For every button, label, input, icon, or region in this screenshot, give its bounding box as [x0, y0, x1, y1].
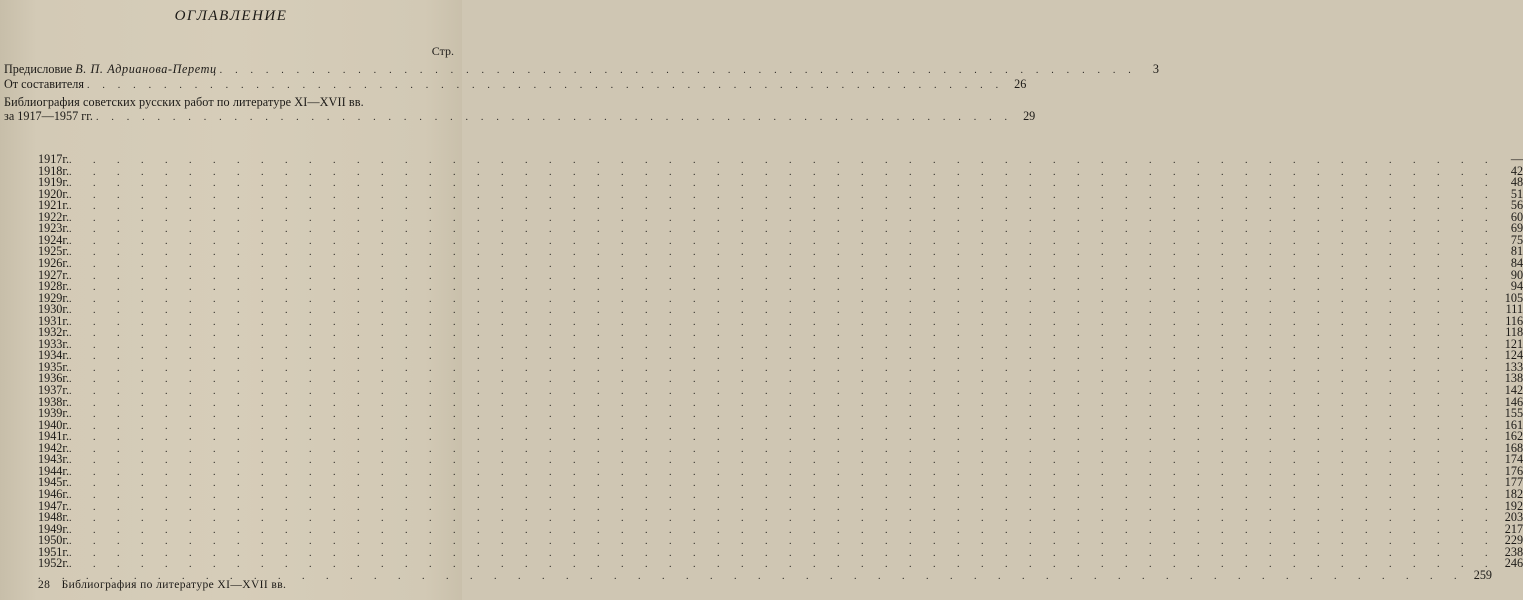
year-label: 1917: [38, 152, 63, 166]
year-suffix: г.: [62, 279, 70, 294]
leader-dots: . . . . . . . . . . . . . . . . . . . . . . . . . . . . . . . . . . . . . . . . . . . . . . . . . . . . . . . . . . . .: [38, 570, 1466, 582]
year-suffix: г.: [62, 313, 70, 328]
year-page: 238: [1504, 544, 1523, 559]
year-label: 1921: [38, 198, 63, 213]
year-page: 229: [1504, 533, 1523, 548]
leader-dots: . . . . . . . . . . . . . . . . . . . . . . . . . . . . . . . . . . . . . . . . . . . . . . . . . . . . . . . . . . . .: [69, 282, 1498, 294]
leader-dots: . . . . . . . . . . . . . . . . . . . . . . . . . . . . . . . . . . . . . . . . . . . . . . . . . . . . . . . . . . . .: [69, 559, 1498, 571]
year-suffix: г.: [62, 348, 70, 363]
leader-dots: . . . . . . . . . . . . . . . . . . . . . . . . . . . . . . . . . . . . . . . . . . . . . . . . . . . . . . . . . . . .: [69, 409, 1498, 421]
year-suffix: г.: [62, 475, 70, 490]
year-label: 1933: [38, 336, 63, 351]
toc-entry-author: В. П. Адрианова-Перетц: [75, 62, 217, 76]
year-label: 1943: [38, 452, 63, 467]
year-suffix: г.: [62, 186, 70, 201]
year-label: 1952: [38, 556, 63, 571]
leader-dots: . . . . . . . . . . . . . . . . . . . . . . . . . . . . . . . . . . . . . . . . . . . . . . . . . . . . . . . . . . . .: [69, 270, 1498, 282]
year-label: 1932: [38, 325, 63, 340]
year-label: 1950: [38, 533, 63, 548]
year-label: 1940: [38, 417, 63, 432]
year-suffix: г.: [62, 440, 70, 455]
year-suffix: г.: [62, 383, 70, 397]
year-label: 1947: [38, 498, 63, 513]
leader-dots: . . . . . . . . . . . . . . . . . . . . . . . . . . . . . . . . . . . . . . . . . . . . . . . . . . . . . . . . . . . .: [69, 397, 1498, 409]
toc-entry-page: 29: [1023, 109, 1036, 123]
leader-dots: . . . . . . . . . . . . . . . . . . . . . . . . . . . . . . . . . . . . . . . . . . . . . . . . . . . . . . . . . . . .: [69, 478, 1498, 490]
year-label: 1935: [38, 359, 63, 374]
year-label: 1938: [38, 394, 63, 409]
leader-dots: . . . . . . . . . . . . . . . . . . . . . . . . . . . . . . . . . . . . . . . . . . . . . . . . . . . . . . . . . . . .: [69, 443, 1498, 455]
year-label: 1942: [38, 440, 63, 455]
year-suffix: г.: [62, 417, 70, 432]
year-suffix: г.: [62, 221, 70, 236]
toc-entry-compiler: [4, 77, 1027, 91]
leader-dots: . . . . . . . . . . . . . . . . . . . . . . . . . . . . . . . . . . . . . . . . . . . . . . . . . . . . . . . . . . . .: [69, 328, 1498, 340]
leader-dots: . . . . . . . . . . . . . . . . . . . . . . . . . . . . . . . . . . . . . . . . . . . . . . . . . . . . . . . . . . . .: [69, 536, 1498, 548]
year-page: 142: [1504, 383, 1523, 397]
leader-dots: . . . . . . . . . . . . . . . . . . . . . . . . . . . . . . . . . . . . . . . . . . . . . . . . . . . . . . . . . . . .: [69, 432, 1498, 444]
year-page: 155: [1504, 406, 1523, 421]
year-label: 1941: [38, 429, 63, 444]
year-page: 60: [1510, 209, 1523, 224]
year-label: 1926: [38, 255, 63, 270]
leader-dots: . . . . . . . . . . . . . . . . . . . . . . . . . . . . . . . . . . . . . . . . . . . . . . . . . . . . . . . . . . . .: [69, 513, 1498, 525]
year-suffix: г.: [62, 429, 70, 444]
toc-entry-label: От составителя: [4, 77, 84, 91]
year-suffix: г.: [62, 463, 70, 478]
year-label: 1924: [38, 232, 63, 247]
year-page: 259: [1473, 567, 1492, 582]
leader-dots: . . . . . . . . . . . . . . . . . . . . . . . . . . . . . . . . . . . . . . . . . . . . . . . . . . . . . . . . . . . .: [69, 489, 1498, 501]
leader-dots: . . . . . . . . . . . . . . . . . . . . . . . . . . . . . . . . . . . . . . . . . . . . . . . . . . . . . . . . . . . .: [69, 235, 1498, 247]
year-suffix: г.: [62, 175, 70, 190]
year-page: 246: [1504, 556, 1523, 571]
year-page: 69: [1510, 221, 1523, 236]
leader-dots: . . . . . . . . . . . . . . . . . . . . . . . . . . . . . . . . . . . . . . . . . . . . . . . . . . . . . . . . . . . .: [69, 212, 1498, 224]
year-page: 138: [1504, 371, 1523, 386]
year-suffix: г.: [62, 486, 70, 501]
year-suffix: г.: [62, 198, 70, 213]
year-page: 176: [1504, 463, 1523, 478]
year-suffix: г.: [62, 290, 70, 305]
year-suffix: г.: [62, 302, 70, 317]
leader-dots: . . . . . . . . . . . . . . . . . . . . . . . . . . . . . . . . . . . . . . . . . . . . . . . . . . . . . . . . . . . .: [69, 224, 1498, 236]
year-suffix: г.: [62, 556, 70, 571]
year-label: 1928: [38, 279, 63, 294]
year-page: 217: [1504, 521, 1523, 536]
leader-dots: . . . . . . . . . . . . . . . . . . . . . . . . . . . . . . . . . . . . . . . . . . . . . . . . . . . . . . . . . . . .: [69, 386, 1498, 397]
leader-dots: . . . . . . . . . . . . . . . . . . . . . . . . . . . . . . . . . . . . . . . . . . . . . . . . . . . . . . . . . . . .: [69, 189, 1498, 201]
year-suffix: г.: [62, 336, 70, 351]
year-suffix: г.: [62, 394, 70, 409]
year-label: 1922: [38, 209, 63, 224]
year-page: 75: [1510, 232, 1523, 247]
year-label: 1923: [38, 221, 63, 236]
year-page: 90: [1510, 267, 1523, 282]
leader-dots: . . . . . . . . . . . . . . . . . . . . . . . . . . . . . . . . . . . . . . . . . . . . . . . . . . . . . . . . . . . .: [69, 420, 1498, 432]
year-page: 124: [1504, 348, 1523, 363]
page-title: ОГЛАВЛЕНИЕ: [174, 8, 288, 24]
year-suffix: г.: [62, 359, 70, 374]
year-page: 192: [1504, 498, 1523, 513]
year-page: 162: [1504, 429, 1523, 444]
leader-dots: . . . . . . . . . . . . . . . . . . . . . . . . . . . . . . . . . . . . . . . . . . . . . . . . . . . . . . . . . . . .: [69, 178, 1498, 190]
leader-dots: . . . . . . . . . . . . . . . . . . . . . . . . . . . . . . . . . . . . . . . . . . . . . . . . . . . . . . . . . . . .: [69, 524, 1498, 536]
year-page: 203: [1504, 510, 1523, 525]
year-suffix: г.: [62, 406, 70, 421]
leader-dots: . . . . . . . . . . . . . . . . . . . . . . . . . . . . . . . . . . . . . . . . . . . . . . . . . . . . . . . . . . . .: [219, 65, 1136, 76]
leader-dots: . . . . . . . . . . . . . . . . . . . . . . . . . . . . . . . . . . . . . . . . . . . . . . . . . . . . . . . . . . . .: [69, 201, 1498, 213]
year-label: 1925: [38, 244, 63, 259]
year-page: 161: [1504, 417, 1523, 432]
year-suffix: г.: [62, 232, 70, 247]
year-label: 1927: [38, 267, 63, 282]
leader-dots: . . . . . . . . . . . . . . . . . . . . . . . . . . . . . . . . . . . . . . . . . . . . . . . . . . . . . . . . . . . .: [69, 501, 1498, 513]
leader-dots: . . . . . . . . . . . . . . . . . . . . . . . . . . . . . . . . . . . . . . . . . . . . . . . . . . . . . . . . . . . .: [69, 339, 1498, 351]
page-column-header: Стр.: [431, 44, 454, 58]
year-page: 182: [1504, 486, 1523, 501]
leader-dots: . . . . . . . . . . . . . . . . . . . . . . . . . . . . . . . . . . . . . . . . . . . . . . . . . . . . . . . . . . . .: [69, 305, 1498, 317]
year-suffix: г.: [62, 244, 70, 259]
leader-dots: . . . . . . . . . . . . . . . . . . . . . . . . . . . . . . . . . . . . . . . . . . . . . . . . . . . . . . . . . . . .: [69, 374, 1498, 386]
leader-dots: . . . . . . . . . . . . . . . . . . . . . . . . . . . . . . . . . . . . . . . . . . . . . . . . . . . . . . . . . . . .: [69, 155, 1498, 166]
year-label: 1929: [38, 290, 63, 305]
leader-dots: . . . . . . . . . . . . . . . . . . . . . . . . . . . . . . . . . . . . . . . . . . . . . . . . . . . . . . . . . . . .: [69, 166, 1498, 178]
year-suffix: г.: [62, 533, 70, 548]
leader-dots: . . . . . . . . . . . . . . . . . . . . . . . . . . . . . . . . . . . . . . . . . . . . . . . . . . . . . . . . . . . .: [69, 293, 1498, 305]
year-page: 177: [1504, 475, 1523, 490]
toc-entry-label: Предисловие: [4, 62, 73, 76]
year-suffix: г.: [62, 544, 70, 559]
year-page: 42: [1510, 163, 1523, 178]
year-page: 84: [1510, 255, 1523, 270]
year-label: 1919: [38, 175, 63, 190]
year-page: 105: [1504, 290, 1523, 305]
leader-dots: . . . . . . . . . . . . . . . . . . . . . . . . . . . . . . . . . . . . . . . . . . . . . . . . . . . . . . . . . . . .: [95, 112, 1013, 123]
leader-dots: . . . . . . . . . . . . . . . . . . . . . . . . . . . . . . . . . . . . . . . . . . . . . . . . . . . . . . . . . . . .: [69, 247, 1498, 259]
page-footer: [38, 579, 286, 591]
year-suffix: г.: [62, 267, 70, 282]
year-page: 56: [1510, 198, 1523, 213]
year-suffix: г.: [62, 510, 70, 525]
year-page: 133: [1504, 359, 1523, 374]
year-suffix: г.: [62, 152, 70, 166]
year-page: 81: [1510, 244, 1523, 259]
year-label: 1944: [38, 463, 63, 478]
year-suffix: г.: [62, 452, 70, 467]
year-label: 1937: [38, 383, 63, 397]
toc-entry-label-continued: за 1917—1957 гг.: [4, 109, 93, 123]
year-label: 1946: [38, 486, 63, 501]
year-page: 146: [1504, 394, 1523, 409]
year-label: 1939: [38, 406, 63, 421]
year-page: —: [1510, 152, 1523, 166]
toc-entry-page: 3: [1152, 62, 1159, 76]
leader-dots: . . . . . . . . . . . . . . . . . . . . . . . . . . . . . . . . . . . . . . . . . . . . . . . . . . . . . . . . . . . .: [69, 362, 1498, 374]
leader-dots: . . . . . . . . . . . . . . . . . . . . . . . . . . . . . . . . . . . . . . . . . . . . . . . . . . . . . . . . . . . .: [69, 258, 1498, 270]
leader-dots: . . . . . . . . . . . . . . . . . . . . . . . . . . . . . . . . . . . . . . . . . . . . . . . . . . . . . . . . . . . .: [69, 547, 1498, 559]
year-suffix: г.: [62, 255, 70, 270]
year-suffix: г.: [62, 521, 70, 536]
year-page: 94: [1510, 279, 1523, 294]
year-label: 1945: [38, 475, 63, 490]
year-label: 1930: [38, 302, 63, 317]
year-suffix: г.: [62, 209, 70, 224]
leader-dots: . . . . . . . . . . . . . . . . . . . . . . . . . . . . . . . . . . . . . . . . . . . . . . . . . . . . . . . . . . . .: [69, 316, 1498, 328]
year-label: 1936: [38, 371, 63, 386]
year-page: 48: [1510, 175, 1523, 190]
leader-dots: . . . . . . . . . . . . . . . . . . . . . . . . . . . . . . . . . . . . . . . . . . . . . . . . . . . . . . . . . . . .: [69, 351, 1498, 363]
toc-entry-label: Библиография советских русских работ по литературе XI—XVII вв.: [4, 95, 364, 109]
year-suffix: г.: [62, 371, 70, 386]
year-suffix: г.: [62, 163, 70, 178]
year-label: 1949: [38, 521, 63, 536]
year-label: 1931: [38, 313, 63, 328]
year-suffix: г.: [62, 498, 70, 513]
leader-dots: . . . . . . . . . . . . . . . . . . . . . . . . . . . . . . . . . . . . . . . . . . . . . . . . . . . . . . . . . . . .: [69, 466, 1498, 478]
year-page: 118: [1505, 325, 1523, 340]
year-page: 121: [1504, 336, 1523, 351]
year-page: 116: [1505, 313, 1523, 328]
leader-dots: . . . . . . . . . . . . . . . . . . . . . . . . . . . . . . . . . . . . . . . . . . . . . . . . . . . . . . . . . . . .: [86, 80, 1004, 91]
year-page: 111: [1505, 302, 1523, 317]
toc-entry-preface: [4, 62, 1159, 76]
year-page: 168: [1504, 440, 1523, 455]
year-label: 1948: [38, 510, 63, 525]
year-page: 51: [1510, 186, 1523, 201]
year-suffix: г.: [62, 325, 70, 340]
year-label: 1918: [38, 163, 63, 178]
year-page: 174: [1504, 452, 1523, 467]
year-label: 1934: [38, 348, 63, 363]
toc-entry-page: 26: [1014, 77, 1027, 91]
year-label: 1951: [38, 544, 63, 559]
leader-dots: . . . . . . . . . . . . . . . . . . . . . . . . . . . . . . . . . . . . . . . . . . . . . . . . . . . . . . . . . . . .: [69, 455, 1498, 467]
footer-running-title: Библиография по литературе XI—XVII вв.: [61, 579, 287, 591]
footer-page-number: 28: [38, 579, 51, 591]
year-label: 1920: [38, 186, 63, 201]
toc-entry-bibliography: [4, 95, 1036, 123]
